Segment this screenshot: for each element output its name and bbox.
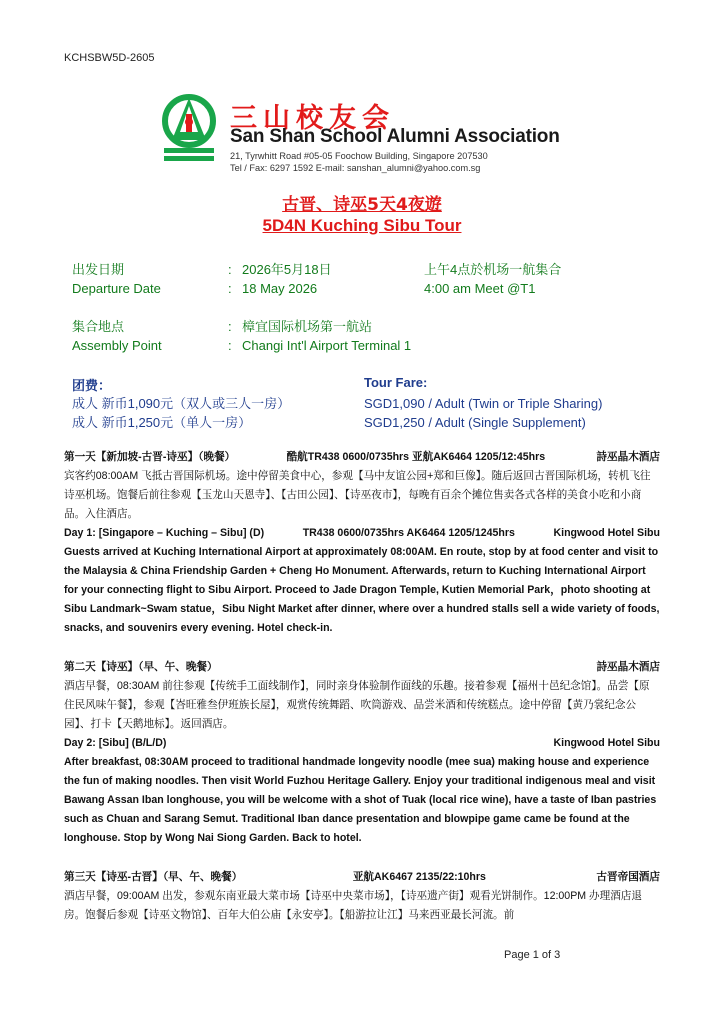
day-1-en-header <box>64 524 660 543</box>
departure-meet-cn: 上午4点於机场一航集合 <box>424 262 562 277</box>
assembly-label-en: Assembly Point <box>72 338 162 353</box>
assembly-label-cn: 集合地点 <box>72 319 125 334</box>
day-3-cn-title: 第三天【诗巫-古晋】（早、午、晚餐） <box>64 871 243 883</box>
day-2-en-hotel: Kingwood Hotel Sibu <box>553 737 660 749</box>
itinerary-day-2 <box>64 658 660 848</box>
day-1-cn-header <box>64 448 660 467</box>
fare-twin-cn: 成人 新币1,090元（双人或三人一房） <box>72 396 291 411</box>
departure-label-cn: 出发日期 <box>72 262 125 277</box>
tour-title-english: 5D4N Kuching Sibu Tour <box>262 216 462 235</box>
day-1-cn-description: 宾客约08:00AM 飞抵古晋国际机场。途中停留美食中心，参观【马中友谊公园+郑和巨像】。随后返回古晋国际机场，转机飞往诗巫机场。饱餐后前往参观【玉龙山天恩寺】、【古田公园】、【诗巫夜市】，每晚有百余个摊位售卖各式各样的美食小吃和小商品。入住酒店。 <box>64 470 651 520</box>
departure-colon-en: : <box>228 281 232 296</box>
day-3-cn-description: 酒店早餐，09:00AM 出发，参观东南亚最大菜市场【诗巫中央菜市场】，【诗巫遗产街】观看光饼制作。12:00PM 办理酒店退房。饱餐后参观【诗巫文物馆】、百年大伯公庙【永安亭】。【船游拉让江】马来西亚最长河流。前 <box>64 890 642 921</box>
fare-single-cn: 成人 新币1,250元（单人一房） <box>72 415 252 430</box>
document-code: KCHSBW5D-2605 <box>64 52 155 64</box>
day-2-cn-header <box>64 658 660 677</box>
day-2-en-header <box>64 734 660 753</box>
day-1-en-title: Day 1: [Singapore – Kuching – Sibu] (D) <box>64 527 265 539</box>
departure-colon-cn: : <box>228 262 232 277</box>
assembly-colon-cn: : <box>228 319 232 334</box>
tour-title-chinese: 古晋、诗巫5天4夜遊 <box>282 195 442 215</box>
itinerary-day-1 <box>64 448 660 638</box>
day-2-cn-hotel: 詩巫晶木酒店 <box>596 661 660 673</box>
fare-heading-en: Tour Fare: <box>364 375 428 390</box>
fare-heading-cn: 团费： <box>72 378 112 393</box>
departure-date-cn: 2026年5月18日 <box>242 262 332 277</box>
association-address: 21, Tyrwhitt Road #05-05 Foochow Building, Singapore 207530 <box>230 151 488 161</box>
day-3-cn-flight: 亚航AK6467 2135/22:10hrs <box>352 871 486 883</box>
assembly-colon-en: : <box>228 338 232 353</box>
day-2-cn-title: 第二天【诗巫】（早、午、晚餐） <box>64 661 218 673</box>
fare-single-en: SGD1,250 / Adult (Single Supplement) <box>364 415 586 430</box>
day-1-cn-flight: 酷航TR438 0600/0735hrs 亚航AK6464 1205/12:45hrs <box>286 451 546 463</box>
day-2-en-description: After breakfast, 08:30AM proceed to traditional handmade longevity noodle (mee sua) making house and experience the fun of making noodles. Then visit World Fuzhou Heritage Gallery. Enjoy your traditional indigenous meal and visit Bawang Assan Iban longhouse, you will be welcome with a shot of Tuak (local rice wine), have a taste of Iban pastries such as Chuan and Sarang Semut. Traditional Iban dance presentation and blowpipe game came be found at the longhouse. Stop by Wong Nai Siong Garden. Back to hotel. <box>64 756 657 844</box>
day-1-cn-hotel: 詩巫晶木酒店 <box>596 451 660 463</box>
page-number: Page 1 of 3 <box>504 949 561 961</box>
departure-label-en: Departure Date <box>72 281 161 296</box>
day-3-cn-header <box>64 868 660 887</box>
day-1-cn-title: 第一天【新加坡-古晋-诗巫】（晚餐） <box>64 451 236 463</box>
assembly-point-en: Changi Int'l Airport Terminal 1 <box>242 338 412 353</box>
itinerary-day-3 <box>64 868 660 925</box>
day-3-cn-hotel: 古晋帝国酒店 <box>596 871 660 883</box>
fare-twin-en: SGD1,090 / Adult (Twin or Triple Sharing) <box>364 396 603 411</box>
departure-date-en: 18 May 2026 <box>242 281 318 296</box>
day-2-cn-description: 酒店早餐，08:30AM 前往参观【传统手工面线制作】，同时亲身体验制作面线的乐趣。接着参观【福州十邑纪念馆】。品尝【原住民风味午餐】，参观【峇旺雅叁伊班族长屋】，观赏传统舞蹈、吹筒游戏、品尝米酒和传统糕点。途中停留【黄乃裳纪念公园】、打卡【天鹅地标】。返回酒店。 <box>64 680 650 730</box>
day-1-en-flight: TR438 0600/0735hrs AK6464 1205/1245hrs <box>302 527 515 539</box>
logo-emblem-icon <box>160 92 218 166</box>
association-contact: Tel / Fax: 6297 1592 E-mail: sanshan_alumni@yahoo.com.sg <box>230 163 481 173</box>
departure-meet-en: 4:00 am Meet @T1 <box>424 281 536 296</box>
association-chinese-name: 三山校友会 <box>230 103 395 134</box>
association-english-name: San Shan School Alumni Association <box>230 126 560 147</box>
day-2-en-title: Day 2: [Sibu] (B/L/D) <box>64 737 167 749</box>
association-address-block <box>230 150 488 174</box>
association-logo <box>160 92 218 166</box>
day-1-en-description: Guests arrived at Kuching International Airport at approximately 08:00AM. En route, stop by at food center and visit to the Malaysia & China Friendship Garden + Cheng Ho Monument. Afterwards, return to Kuching International Airport for your connecting flight to Sibu Airport. Proceed to Jade Dragon Temple, Kutien Memorial Park，photo shooting at Sibu Landmark~Swam statue，Sibu Night Market after dinner, where over a hundred stalls sell a wide variety of foods, snacks, and souvenirs every evening. Hotel check-in. <box>64 546 660 634</box>
day-1-en-hotel: Kingwood Hotel Sibu <box>553 527 660 539</box>
assembly-point-cn: 樟宜国际机场第一航站 <box>242 319 373 334</box>
